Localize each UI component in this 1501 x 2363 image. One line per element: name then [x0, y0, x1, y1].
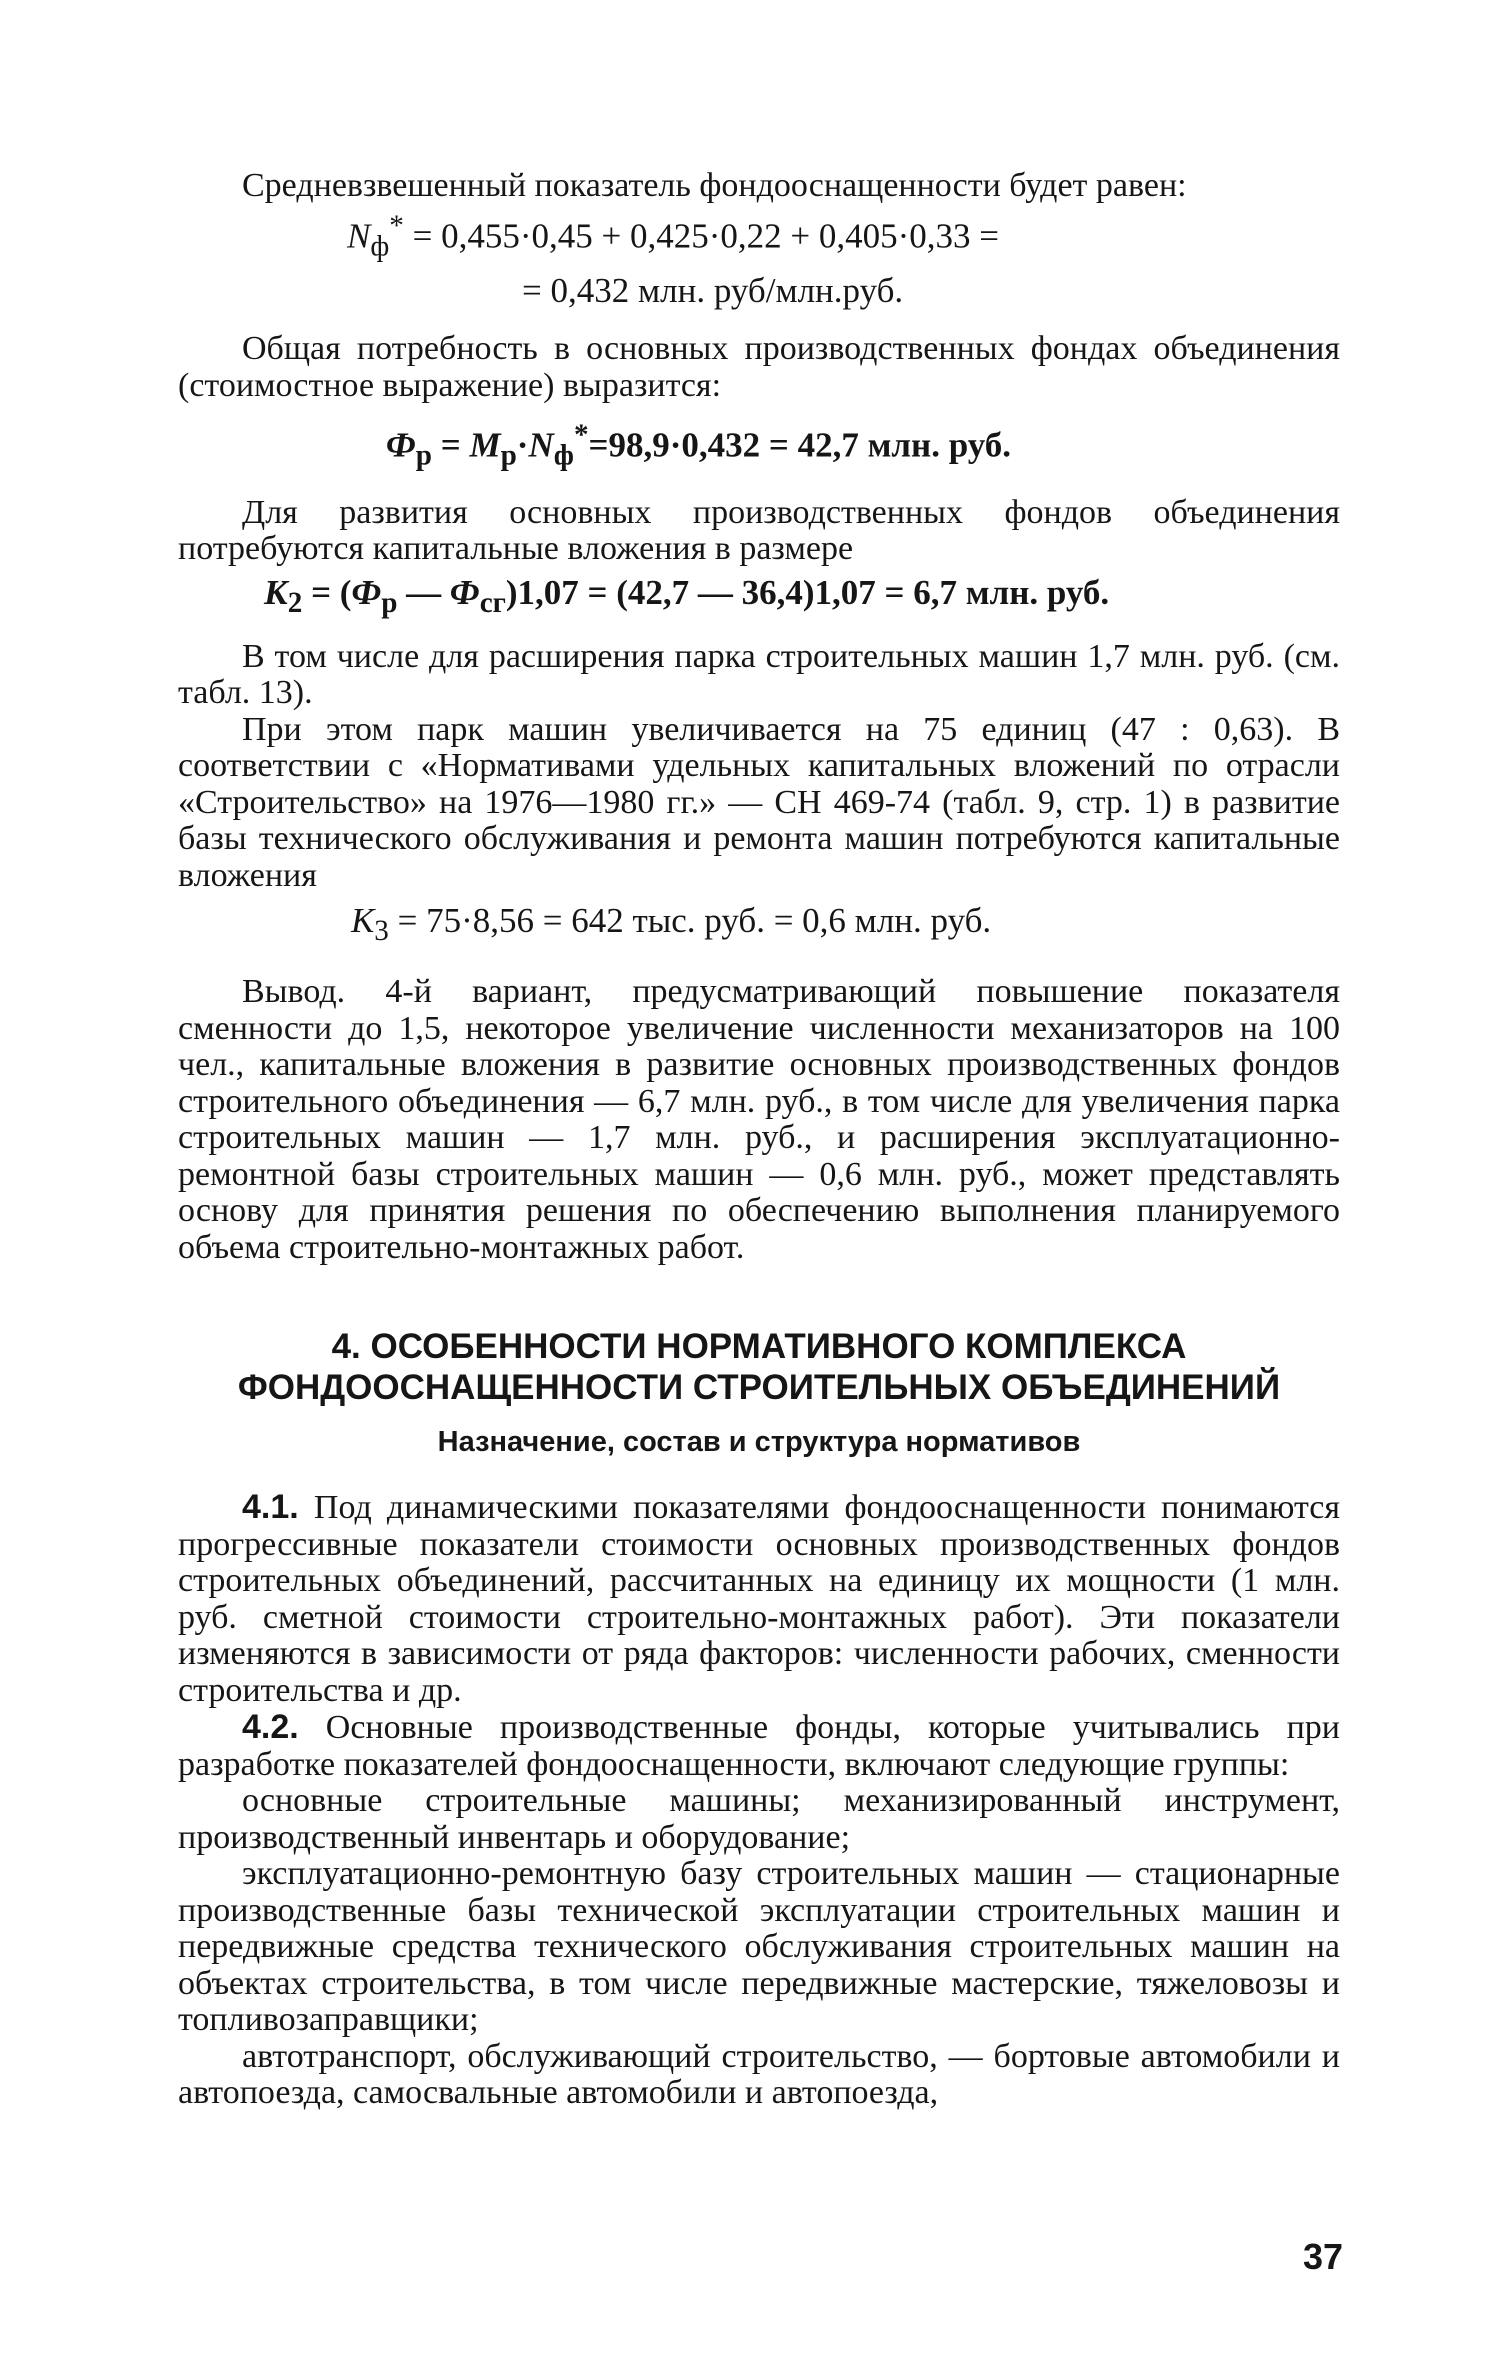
formula-dot: ·	[516, 425, 529, 465]
clause-text-4-1: Под динамическими показателями фондооснащенности понимаются прогрессивные показатели стоимости основных производственных фондов строительных объединений, рассчитанных на единицу их мощности (1 млн. руб. сметной стоимости строительно-монтажных работ). Эти показатели изменяются в зависимости от ряда факторов: численности рабочих, сменности строительства и др.	[178, 1489, 1340, 1709]
formula-n-phi	[178, 208, 1340, 266]
clause-number-4-2: 4.2.	[242, 1708, 299, 1746]
paragraph-weighted-indicator: Средневзвешенный показатель фондооснащенности будет равен:	[242, 167, 1187, 204]
formula-minus: —	[397, 572, 450, 612]
formula-subscript-sg: сг	[479, 586, 506, 619]
formula-symbol-m: М	[469, 425, 501, 465]
formula-subscript-m: р	[500, 439, 517, 472]
page-number: 37	[1302, 2236, 1343, 2277]
formula-superscript: *	[389, 209, 404, 242]
formula-symbol-k: К	[264, 572, 288, 612]
formula-subscript: р	[415, 439, 432, 472]
text-block-top	[178, 168, 1340, 1266]
clause-number-4-1: 4.1.	[242, 1488, 299, 1526]
paragraph-4-1	[178, 1489, 1340, 1709]
formula-expression: = 0,455·0,45 + 0,425·0,22 + 0,405·0,33 =	[403, 216, 1000, 256]
paragraph-capital-investment: Для развития основных производственных фондов объединения потребуются капитальные вложения в размере	[178, 493, 1340, 568]
paragraph-conclusion: Вывод. 4-й вариант, предусматривающий повышение показателя сменности до 1,5, некоторое увеличение численности механизаторов на 100 чел., капитальные вложения в развитие основных производственных фондов строительного объединения — 6,7 млн. руб., в том числе для увеличения парка строительных машин — 1,7 млн. руб., и расширения эксплуатационно-ремонтной базы строительных машин — 0,6 млн. руб., может представлять основу для принятия решения по обеспечению выполнения планируемого объема строительно-монтажных работ.	[178, 973, 1340, 1266]
formula-symbol-phi-sg: Ф	[449, 572, 480, 612]
formula-subscript-r: р	[381, 586, 398, 619]
paragraph-4-2	[178, 1709, 1340, 1783]
formula-expression: =98,9·0,432 = 42,7 млн. руб.	[588, 425, 1012, 465]
formula-symbol-k: К	[351, 901, 375, 941]
formula-result: = 0,432 млн. руб/млн.руб.	[522, 271, 904, 311]
formula-symbol-phi-r: Ф	[351, 572, 382, 612]
formula-equals: =	[431, 425, 470, 465]
formula-k2	[178, 574, 1340, 622]
list-item-transport: автотранспорт, обслуживающий строительство, — бортовые автомобили и автопоезда, самосвальные автомобили и автопоезда,	[178, 2037, 1340, 2111]
paragraph-total-need: Общая потребность в основных производственных фондах объединения (стоимостное выражение) выразится:	[178, 330, 1340, 404]
section-heading-line-2: ФОНДООСНАЩЕННОСТИ СТРОИТЕЛЬНЫХ ОБЪЕДИНЕНИЙ	[237, 1368, 1281, 1407]
formula-subscript-k: 3	[374, 915, 389, 948]
section-heading-line-1: 4. ОСОБЕННОСТИ НОРМАТИВНОГО КОМПЛЕКСА	[331, 1327, 1187, 1366]
list-item-repair-base: эксплуатационно-ремонтную базу строительных машин — стационарные производственные базы технической эксплуатации строительных машин и передвижные средства технического обслуживания строительных машин на объектах строительства, в том числе передвижные мастерские, тяжеловозы и топливозаправщики;	[178, 1855, 1340, 2038]
paragraph-norms: При этом парк машин увеличивается на 75 единиц (47 : 0,63). В соответствии с «Нормативами удельных капитальных вложений по отрасли «Строительство» на 1976—1980 гг.» — СН 469-74 (табл. 9, стр. 1) в развитие базы технического обслуживания и ремонта машин потребуются капитальные вложения	[178, 710, 1340, 894]
formula-k3	[178, 902, 1340, 950]
formula-symbol-n: N	[528, 425, 554, 465]
formula-phi-r	[178, 417, 1340, 475]
formula-subscript-k: 2	[287, 586, 303, 619]
paragraph-machine-park: В том числе для расширения парка строительных машин 1,7 млн. руб. (см. табл. 13).	[178, 637, 1340, 712]
formula-expression: )1,07 = (42,7 — 36,4)1,07 = 6,7 млн. руб.	[505, 572, 1110, 612]
formula-symbol: Ф	[386, 425, 416, 465]
formula-open: = (	[302, 572, 352, 612]
formula-symbol: N	[347, 216, 371, 256]
list-item-machines: основные строительные машины; механизированный инструмент, производственный инвентарь и оборудование;	[178, 1782, 1340, 1856]
text-block-bottom	[178, 1489, 1340, 2112]
clause-text-4-2: Основные производственные фонды, которые учитывались при разработке показателей фондооснащенности, включают следующие группы:	[178, 1709, 1340, 1783]
formula-subscript: ф	[370, 230, 390, 263]
formula-expression: = 75·8,56 = 642 тыс. руб. = 0,6 млн. руб.	[388, 901, 992, 941]
subsection-heading: Назначение, состав и структура нормативов	[437, 1426, 1081, 1458]
formula-superscript-n: *	[573, 419, 589, 452]
section-heading-block	[178, 1326, 1340, 1459]
formula-subscript-n: ф	[553, 439, 574, 472]
